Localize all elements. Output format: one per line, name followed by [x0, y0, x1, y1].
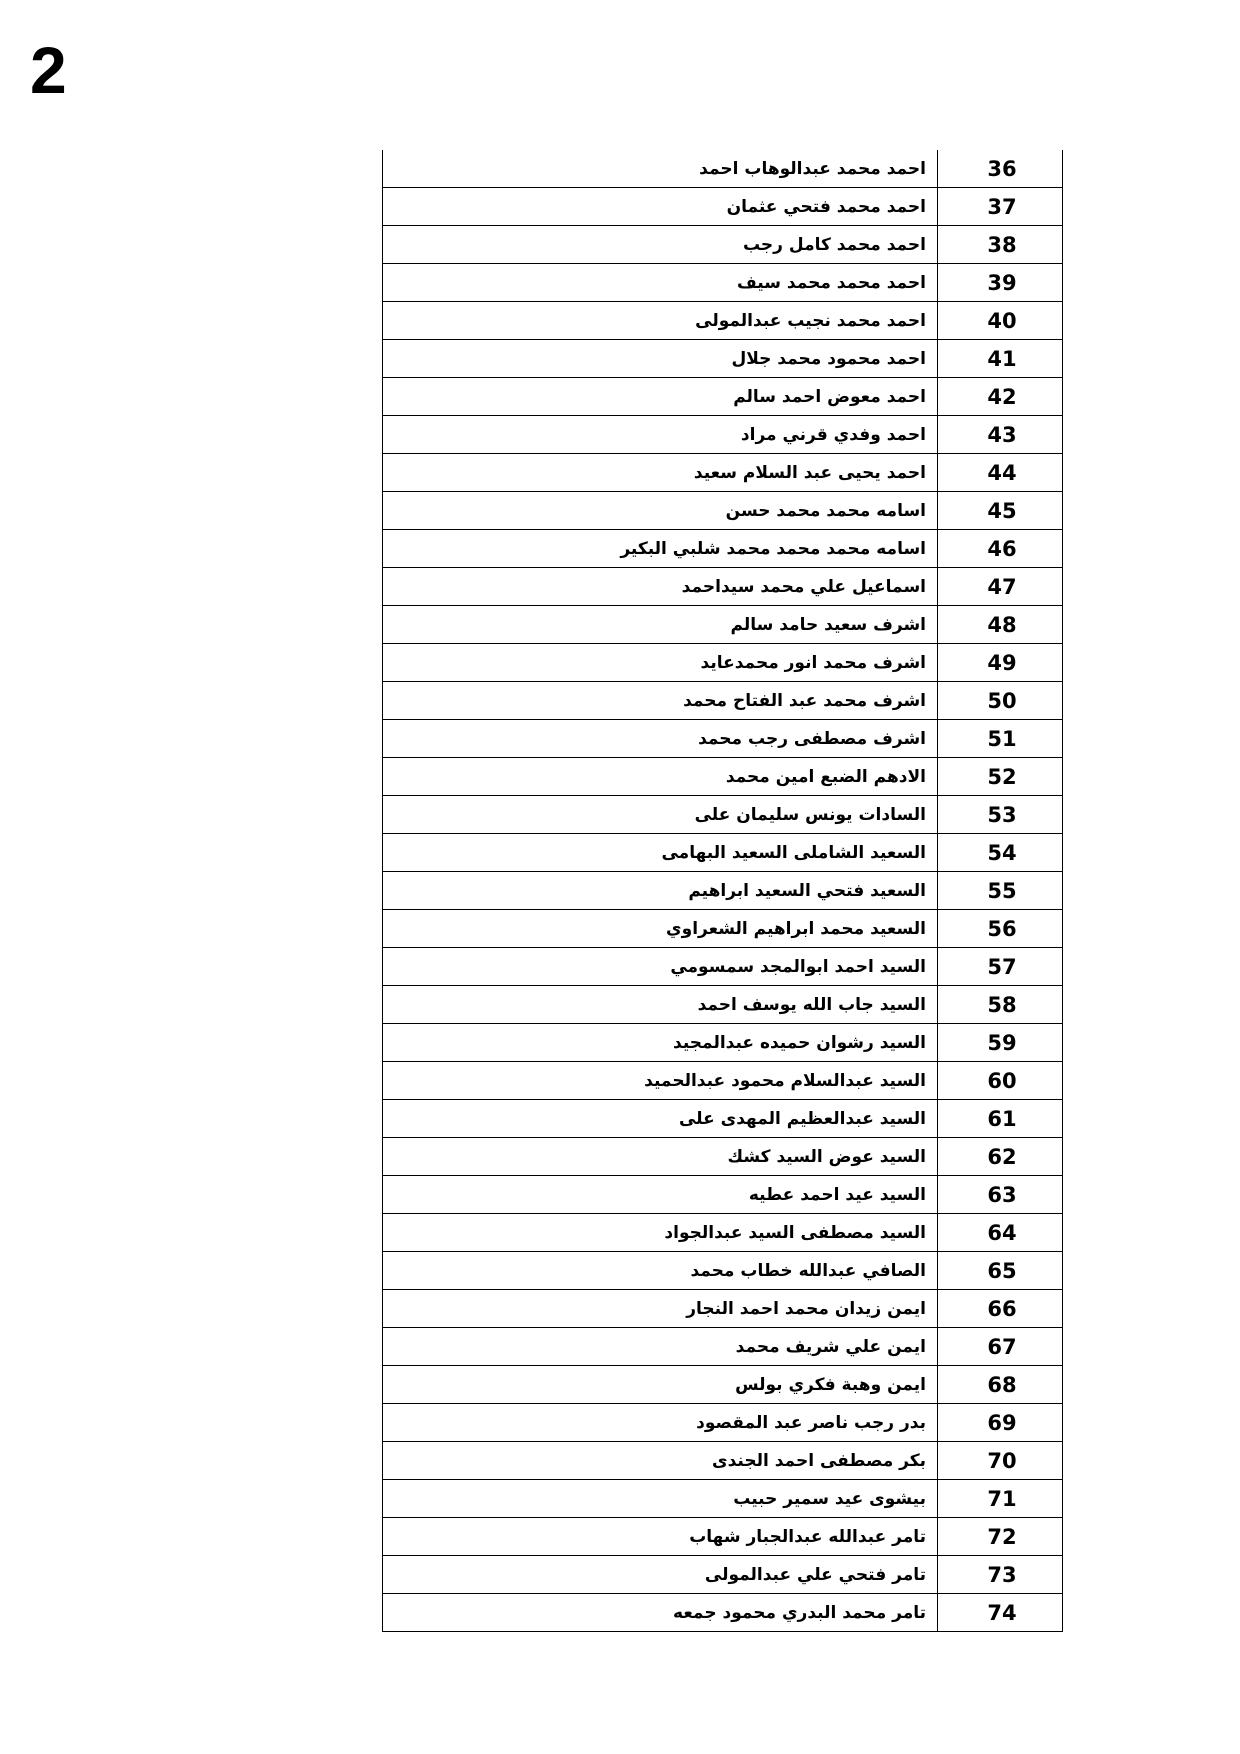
- person-name: اسامه محمد محمد حسن: [383, 492, 938, 530]
- row-number: 37: [938, 188, 1063, 226]
- table-row: [383, 1594, 1063, 1632]
- person-name: احمد وفدي قرني مراد: [383, 416, 938, 454]
- table-row: [383, 682, 1063, 720]
- row-number: 72: [938, 1518, 1063, 1556]
- row-number: 57: [938, 948, 1063, 986]
- table-row: [383, 416, 1063, 454]
- person-name: بكر مصطفى احمد الجندى: [383, 1442, 938, 1480]
- person-name: السيد مصطفى السيد عبدالجواد: [383, 1214, 938, 1252]
- person-name: اسامه محمد محمد محمد شلبي البكير: [383, 530, 938, 568]
- person-name: احمد محمود محمد جلال: [383, 340, 938, 378]
- person-name: ايمن وهبة فكري بولس: [383, 1366, 938, 1404]
- table-row: [383, 1176, 1063, 1214]
- row-number: 68: [938, 1366, 1063, 1404]
- person-name: السعيد الشاملى السعيد البهامى: [383, 834, 938, 872]
- row-number: 42: [938, 378, 1063, 416]
- table-row: [383, 758, 1063, 796]
- person-name: اشرف محمد عبد الفتاح محمد: [383, 682, 938, 720]
- row-number: 51: [938, 720, 1063, 758]
- person-name: اسماعيل علي محمد سيداحمد: [383, 568, 938, 606]
- person-name: اشرف سعيد حامد سالم: [383, 606, 938, 644]
- row-number: 63: [938, 1176, 1063, 1214]
- person-name: احمد محمد نجيب عبدالمولى: [383, 302, 938, 340]
- table-row: [383, 1214, 1063, 1252]
- row-number: 40: [938, 302, 1063, 340]
- table-row: [383, 948, 1063, 986]
- person-name: احمد محمد عبدالوهاب احمد: [383, 150, 938, 188]
- person-name: الصافي عبدالله خطاب محمد: [383, 1252, 938, 1290]
- person-name: بيشوى عيد سمير حبيب: [383, 1480, 938, 1518]
- table-row: [383, 1328, 1063, 1366]
- person-name: احمد محمد كامل رجب: [383, 226, 938, 264]
- table-row: [383, 188, 1063, 226]
- person-name: السيد عوض السيد كشك: [383, 1138, 938, 1176]
- table-row: [383, 302, 1063, 340]
- table-row: [383, 1100, 1063, 1138]
- table-row: [383, 1518, 1063, 1556]
- table-row: [383, 530, 1063, 568]
- table-row: [383, 1062, 1063, 1100]
- table-row: [383, 378, 1063, 416]
- row-number: 64: [938, 1214, 1063, 1252]
- person-name: احمد محمد فتحي عثمان: [383, 188, 938, 226]
- table-row: [383, 340, 1063, 378]
- names-table-body: [383, 150, 1063, 1632]
- table-row: [383, 1138, 1063, 1176]
- person-name: تامر فتحي علي عبدالمولى: [383, 1556, 938, 1594]
- table-row: [383, 1252, 1063, 1290]
- person-name: السعيد فتحي السعيد ابراهيم: [383, 872, 938, 910]
- table-row: [383, 1404, 1063, 1442]
- person-name: احمد يحيى عبد السلام سعيد: [383, 454, 938, 492]
- person-name: اشرف محمد انور محمدعايد: [383, 644, 938, 682]
- row-number: 53: [938, 796, 1063, 834]
- table-row: [383, 644, 1063, 682]
- page-number: 2: [30, 33, 67, 107]
- table-row: [383, 606, 1063, 644]
- row-number: 56: [938, 910, 1063, 948]
- row-number: 59: [938, 1024, 1063, 1062]
- row-number: 61: [938, 1100, 1063, 1138]
- row-number: 38: [938, 226, 1063, 264]
- table-row: [383, 454, 1063, 492]
- person-name: الادهم الضبع امين محمد: [383, 758, 938, 796]
- table-row: [383, 1442, 1063, 1480]
- row-number: 62: [938, 1138, 1063, 1176]
- row-number: 39: [938, 264, 1063, 302]
- table-row: [383, 910, 1063, 948]
- row-number: 49: [938, 644, 1063, 682]
- row-number: 44: [938, 454, 1063, 492]
- person-name: السيد عبدالعظيم المهدى على: [383, 1100, 938, 1138]
- table-row: [383, 264, 1063, 302]
- row-number: 50: [938, 682, 1063, 720]
- table-row: [383, 986, 1063, 1024]
- table-row: [383, 1290, 1063, 1328]
- row-number: 66: [938, 1290, 1063, 1328]
- row-number: 46: [938, 530, 1063, 568]
- row-number: 73: [938, 1556, 1063, 1594]
- table-row: [383, 226, 1063, 264]
- table-row: [383, 872, 1063, 910]
- row-number: 36: [938, 150, 1063, 188]
- table-row: [383, 568, 1063, 606]
- person-name: السعيد محمد ابراهيم الشعراوي: [383, 910, 938, 948]
- row-number: 55: [938, 872, 1063, 910]
- person-name: السيد رشوان حميده عبدالمجيد: [383, 1024, 938, 1062]
- row-number: 52: [938, 758, 1063, 796]
- table-row: [383, 834, 1063, 872]
- person-name: تامر عبدالله عبدالجبار شهاب: [383, 1518, 938, 1556]
- row-number: 48: [938, 606, 1063, 644]
- person-name: السيد جاب الله يوسف احمد: [383, 986, 938, 1024]
- row-number: 67: [938, 1328, 1063, 1366]
- table-row: [383, 1024, 1063, 1062]
- person-name: ايمن علي شريف محمد: [383, 1328, 938, 1366]
- row-number: 41: [938, 340, 1063, 378]
- table-row: [383, 492, 1063, 530]
- table-row: [383, 1480, 1063, 1518]
- names-table: [382, 150, 1063, 1632]
- person-name: اشرف مصطفى رجب محمد: [383, 720, 938, 758]
- table-row: [383, 150, 1063, 188]
- person-name: السيد احمد ابوالمجد سمسومي: [383, 948, 938, 986]
- person-name: تامر محمد البدري محمود جمعه: [383, 1594, 938, 1632]
- person-name: السادات يونس سليمان على: [383, 796, 938, 834]
- person-name: بدر رجب ناصر عبد المقصود: [383, 1404, 938, 1442]
- table-row: [383, 1366, 1063, 1404]
- table-row: [383, 720, 1063, 758]
- table-row: [383, 1556, 1063, 1594]
- row-number: 69: [938, 1404, 1063, 1442]
- row-number: 65: [938, 1252, 1063, 1290]
- person-name: احمد محمد محمد سيف: [383, 264, 938, 302]
- row-number: 74: [938, 1594, 1063, 1632]
- row-number: 47: [938, 568, 1063, 606]
- row-number: 43: [938, 416, 1063, 454]
- person-name: السيد عيد احمد عطيه: [383, 1176, 938, 1214]
- row-number: 58: [938, 986, 1063, 1024]
- row-number: 45: [938, 492, 1063, 530]
- person-name: احمد معوض احمد سالم: [383, 378, 938, 416]
- row-number: 54: [938, 834, 1063, 872]
- row-number: 70: [938, 1442, 1063, 1480]
- person-name: ايمن زيدان محمد احمد النجار: [383, 1290, 938, 1328]
- row-number: 60: [938, 1062, 1063, 1100]
- table-row: [383, 796, 1063, 834]
- person-name: السيد عبدالسلام محمود عبدالحميد: [383, 1062, 938, 1100]
- row-number: 71: [938, 1480, 1063, 1518]
